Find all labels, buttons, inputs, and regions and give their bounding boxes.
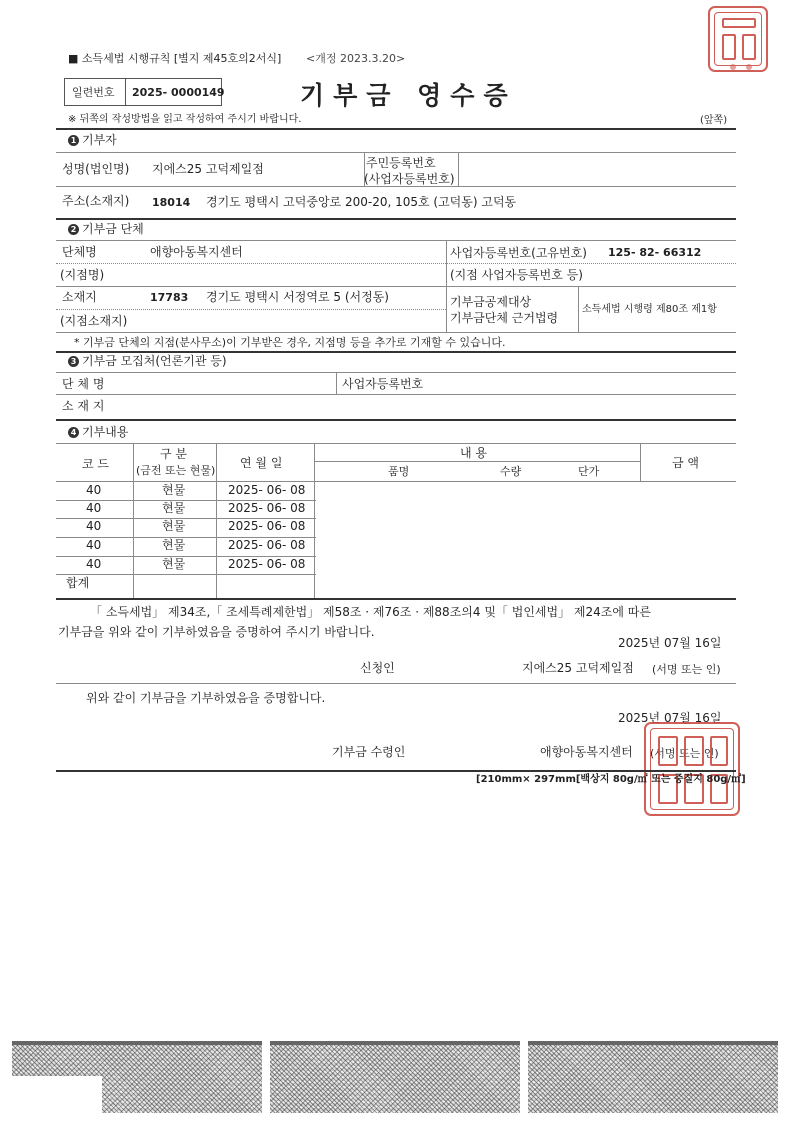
row4-date: 2025- 06- 08 (228, 538, 306, 552)
statement-date: 2025년 07월 16일 (618, 636, 722, 650)
donor-name-label: 성명(법인명) (62, 162, 130, 176)
receiver-label: 기부금 수령인 (332, 745, 406, 759)
row4-type: 현물 (162, 538, 186, 552)
section2-title (68, 223, 144, 235)
row3-type: 현물 (162, 519, 186, 533)
collector-name-label: 단 체 명 (62, 377, 105, 391)
section2-top-rule (56, 218, 736, 220)
section3-top-rule (56, 351, 736, 353)
seal-top-right (708, 6, 768, 72)
donor-addr-label: 주소(소재지) (62, 194, 130, 208)
scan-noise-right (528, 1041, 778, 1113)
org-name-label: 단체명 (62, 245, 97, 259)
section1-top-rule (56, 128, 736, 130)
section1-title (68, 134, 117, 146)
org-bizno-value: 125- 82- 66312 (608, 246, 702, 259)
section4-top-rule (56, 419, 736, 421)
org-name-value: 애향아동복지센터 (150, 245, 243, 259)
section2-number-icon: 2 (68, 224, 79, 235)
confirmation-date: 2025년 07월 16일 (618, 711, 722, 725)
row3-code: 40 (86, 519, 102, 533)
applicant-value: 지에스25 고덕제일점 (522, 661, 634, 675)
col-type-header: 구 분 (160, 447, 187, 461)
page-side: (앞쪽) (700, 115, 728, 126)
section1-number-icon: 1 (68, 135, 79, 146)
row2-type: 현물 (162, 501, 186, 515)
row1-code: 40 (86, 483, 102, 497)
col-item-header: 품명 (388, 465, 410, 478)
scan-noise-middle (270, 1041, 520, 1113)
total-label: 합계 (66, 576, 90, 590)
row2-code: 40 (86, 501, 102, 515)
paper-spec: [210mm× 297mm[백상지 80g/㎡ 또는 중질지 80g/㎡] (476, 774, 746, 785)
col-date-header: 연 월 일 (240, 456, 283, 470)
row2-date: 2025- 06- 08 (228, 501, 306, 515)
page-title: 기부금 영수증 (300, 81, 517, 110)
row5-code: 40 (86, 557, 102, 571)
collector-bizno-label: 사업자등록번호 (342, 377, 424, 391)
section3-number-icon: 3 (68, 356, 79, 367)
col-content-header: 내 용 (460, 446, 487, 460)
row1-type: 현물 (162, 483, 186, 497)
col-type-sub-header: (금전 또는 현물) (136, 464, 216, 477)
col-code-header: 코 드 (82, 457, 109, 471)
collector-loc-label: 소 재 지 (62, 399, 105, 413)
donor-id-label: 주민등록번호 (366, 156, 436, 170)
section4-title (68, 426, 128, 438)
section2-title-text: 기부금 단체 (82, 222, 144, 236)
section3-title-text: 기부금 모집처(언론기관 등) (82, 354, 227, 368)
row3-date: 2025- 06- 08 (228, 519, 306, 533)
receiver-sign-note: (서명 또는 인) (650, 747, 719, 760)
section4-title-text: 기부내용 (82, 425, 129, 439)
org-loc-value: 경기도 평택시 서정역로 5 (서정동) (206, 290, 389, 304)
donor-name-value: 지에스25 고덕제일점 (152, 162, 264, 176)
org-law-value: 소득세법 시행령 제80조 제1항 (582, 304, 717, 315)
section3-title (68, 355, 227, 367)
confirmation-line: 위와 같이 기부금을 기부하였음을 증명합니다. (86, 691, 326, 705)
org-branch-bizno-label: (지점 사업자등록번호 등) (450, 268, 583, 282)
org-branch-loc-label: (지점소재지) (60, 314, 128, 328)
row5-type: 현물 (162, 557, 186, 571)
seal-receiver (644, 722, 740, 816)
section4-number-icon: 4 (68, 427, 79, 438)
regulation-text: ■ 소득세법 시행규칙 [별지 제45호의2서식] (68, 52, 282, 65)
org-branch-label: (지점명) (60, 268, 105, 282)
section1-title-text: 기부자 (82, 133, 117, 147)
row1-date: 2025- 06- 08 (228, 483, 306, 497)
applicant-sign-note: (서명 또는 인) (652, 663, 721, 676)
col-price-header: 단가 (578, 465, 600, 478)
org-law-label-2: 기부금단체 근거법령 (450, 311, 559, 325)
serial-value: 2025- 0000149 (132, 86, 225, 99)
row5-date: 2025- 06- 08 (228, 557, 306, 571)
org-branch-note: * 기부금 단체의 지점(분사무소)이 기부받은 경우, 지점명 등을 추가로 기재할 수 있습니다. (74, 336, 506, 349)
receiver-value: 애향아동복지센터 (540, 745, 633, 759)
instruction-note: ※ 뒤쪽의 작성방법을 읽고 작성하여 주시기 바랍니다. (68, 114, 302, 125)
org-zip: 17783 (150, 291, 189, 304)
applicant-label: 신청인 (360, 661, 395, 675)
org-bizno-label: 사업자등록번호(고유번호) (450, 246, 587, 260)
org-loc-label: 소재지 (62, 290, 97, 304)
revision-text: <개정 2023.3.20> (306, 52, 406, 65)
donor-id-label-sub: (사업자등록번호) (364, 172, 455, 186)
donor-zip: 18014 (152, 196, 191, 209)
col-qty-header: 수량 (500, 465, 522, 478)
statement-line-2: 기부금을 위와 같이 기부하였음을 증명하여 주시기 바랍니다. (58, 625, 375, 639)
org-law-label-1: 기부금공제대상 (450, 295, 532, 309)
statement-line-1: 「 소득세법」 제34조,「 조세특례제한법」 제58조 · 제76조 · 제88조의4 및「 법인세법」 제24조에 따른 (90, 605, 651, 619)
donor-addr-value: 경기도 평택시 고덕중앙로 200-20, 105호 (고덕동) 고덕동 (206, 195, 517, 209)
serial-label: 일련번호 (72, 86, 115, 99)
col-amount-header: 금 액 (672, 456, 699, 470)
row4-code: 40 (86, 538, 102, 552)
